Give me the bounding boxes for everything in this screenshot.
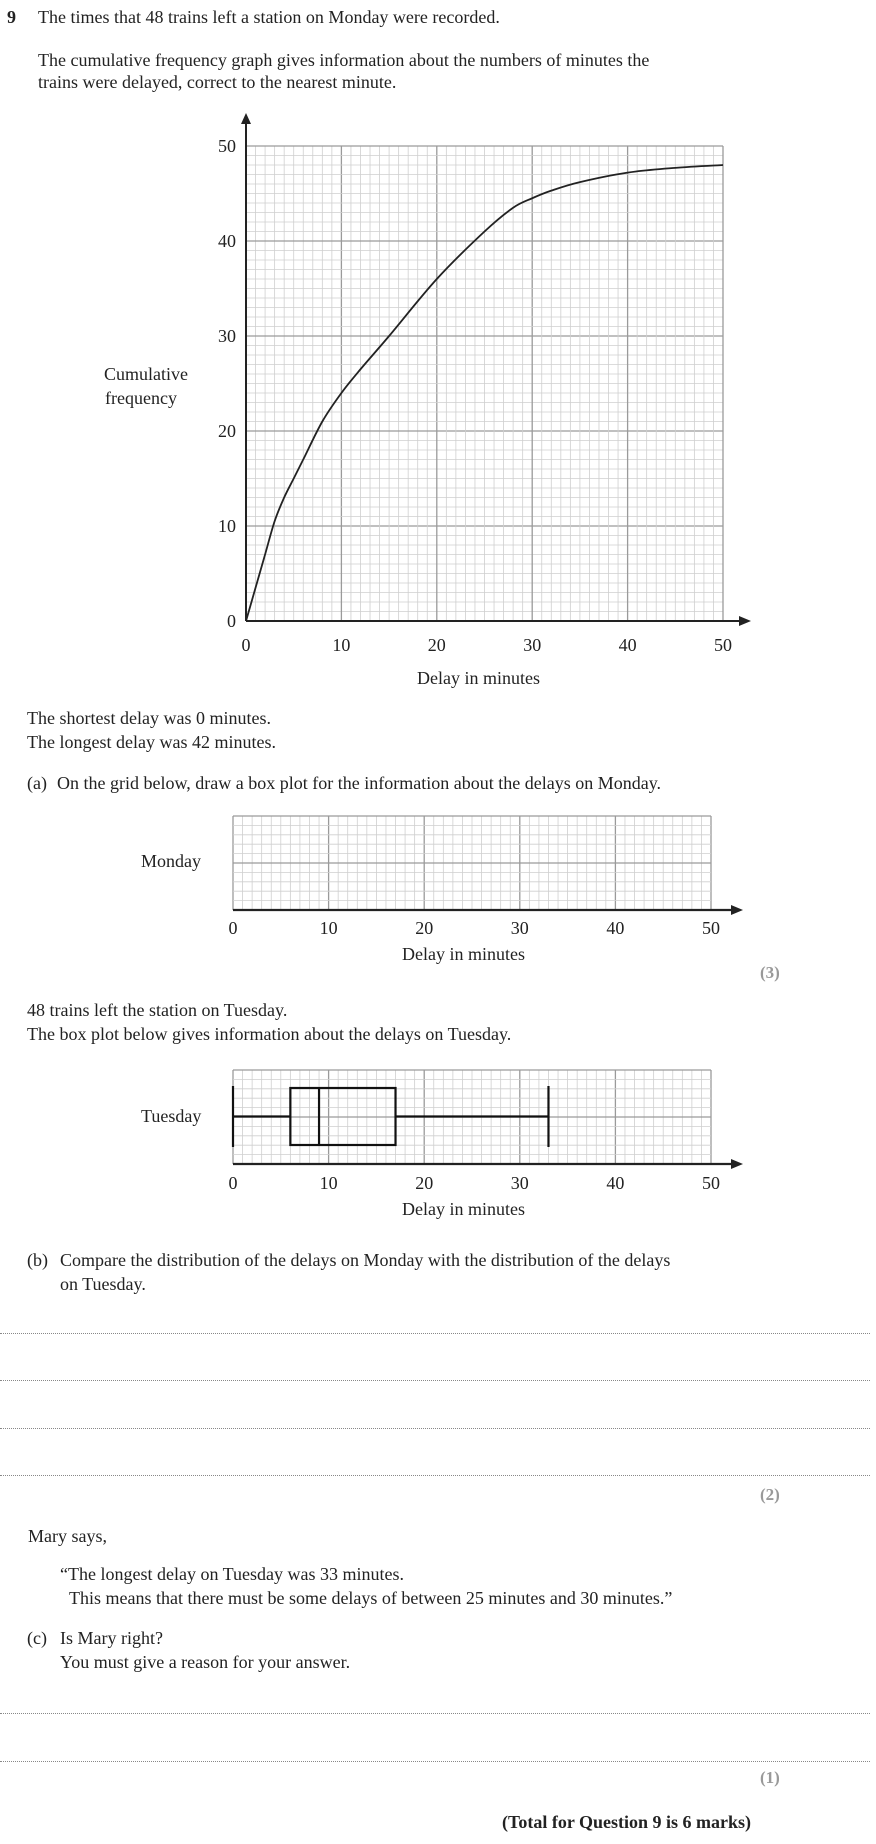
tuesday-row-label: Tuesday — [141, 1106, 202, 1126]
x-tick-label: 30 — [510, 918, 529, 938]
part-c-marks: (1) — [760, 1768, 780, 1787]
x-tick-label: 10 — [332, 635, 351, 655]
y-tick-label: 20 — [218, 421, 236, 441]
answer-line[interactable] — [0, 1333, 870, 1334]
mary-quote-2: This means that there must be some delays of between 25 minutes and 30 minutes.” — [69, 1588, 673, 1608]
y-axis-arrow — [241, 113, 251, 124]
part-c-text-1: Is Mary right? — [60, 1628, 163, 1648]
shortest-delay-text: The shortest delay was 0 minutes. — [27, 708, 271, 728]
part-b-marks: (2) — [760, 1485, 780, 1504]
part-a-marks: (3) — [760, 963, 780, 982]
x-tick-label: 20 — [415, 1173, 434, 1193]
y-tick-label: 10 — [218, 516, 236, 536]
cf-ylabel-line-1: Cumulative — [104, 364, 188, 384]
cf-description-line-2: trains were delayed, correct to the nearest minute. — [38, 72, 397, 92]
cf-description-line-1: The cumulative frequency graph gives information about the numbers of minutes the — [38, 50, 650, 70]
y-tick-label: 0 — [227, 611, 236, 631]
tuesday-info-line-1: 48 trains left the station on Tuesday. — [27, 1000, 288, 1020]
part-b-label: (b) — [27, 1250, 48, 1270]
x-axis-arrow — [739, 616, 751, 626]
tuesday-tick-labels — [229, 1173, 721, 1193]
tuesday-info-line-2: The box plot below gives information about the delays on Tuesday. — [27, 1024, 512, 1044]
cf-ylabel-line-2: frequency — [105, 388, 177, 408]
x-tick-label: 10 — [319, 918, 338, 938]
x-tick-label: 20 — [415, 918, 434, 938]
monday-grid — [233, 816, 711, 910]
x-tick-label: 40 — [618, 635, 637, 655]
monday-tick-labels — [229, 918, 721, 938]
cf-grid — [246, 146, 723, 621]
x-tick-label: 0 — [228, 1173, 238, 1193]
x-tick-label: 50 — [702, 1173, 720, 1193]
answer-line[interactable] — [0, 1428, 870, 1429]
x-tick-label: 30 — [523, 635, 542, 655]
x-tick-label: 0 — [228, 918, 238, 938]
answer-line[interactable] — [0, 1380, 870, 1381]
y-tick-label: 30 — [218, 326, 236, 346]
x-tick-label: 30 — [510, 1173, 529, 1193]
cf-axes — [241, 113, 751, 626]
answer-line[interactable] — [0, 1475, 870, 1476]
part-c-label: (c) — [27, 1628, 47, 1648]
part-b-text-2: on Tuesday. — [60, 1274, 146, 1294]
longest-delay-text: The longest delay was 42 minutes. — [27, 732, 276, 752]
x-tick-label: 0 — [241, 635, 251, 655]
cf-xlabel: Delay in minutes — [417, 668, 540, 688]
question-intro: The times that 48 trains left a station on Monday were recorded. — [38, 7, 500, 27]
y-tick-label: 40 — [218, 231, 236, 251]
answer-line[interactable] — [0, 1761, 870, 1762]
tuesday-xlabel: Delay in minutes — [402, 1199, 525, 1219]
part-a-label: (a) — [27, 773, 47, 793]
mary-says: Mary says, — [28, 1526, 107, 1546]
x-tick-label: 40 — [606, 1173, 625, 1193]
x-tick-label: 10 — [319, 1173, 338, 1193]
x-tick-label: 20 — [427, 635, 446, 655]
mary-quote-1: “The longest delay on Tuesday was 33 minutes. — [60, 1564, 404, 1584]
x-tick-label: 50 — [714, 635, 732, 655]
part-b-text-1: Compare the distribution of the delays on Monday with the distribution of the delays — [60, 1250, 671, 1270]
question-number: 9 — [7, 7, 16, 27]
y-tick-label: 50 — [218, 136, 236, 156]
x-tick-label: 50 — [702, 918, 720, 938]
part-a-text: On the grid below, draw a box plot for the information about the delays on Monday. — [57, 773, 662, 793]
monday-xlabel: Delay in minutes — [402, 944, 525, 964]
monday-row-label: Monday — [141, 851, 201, 871]
total-marks: (Total for Question 9 is 6 marks) — [502, 1812, 752, 1832]
x-axis-arrow — [731, 1159, 743, 1169]
part-c-text-2: You must give a reason for your answer. — [60, 1652, 351, 1672]
x-axis-arrow — [731, 905, 743, 915]
answer-line[interactable] — [0, 1713, 870, 1714]
x-tick-label: 40 — [606, 918, 625, 938]
